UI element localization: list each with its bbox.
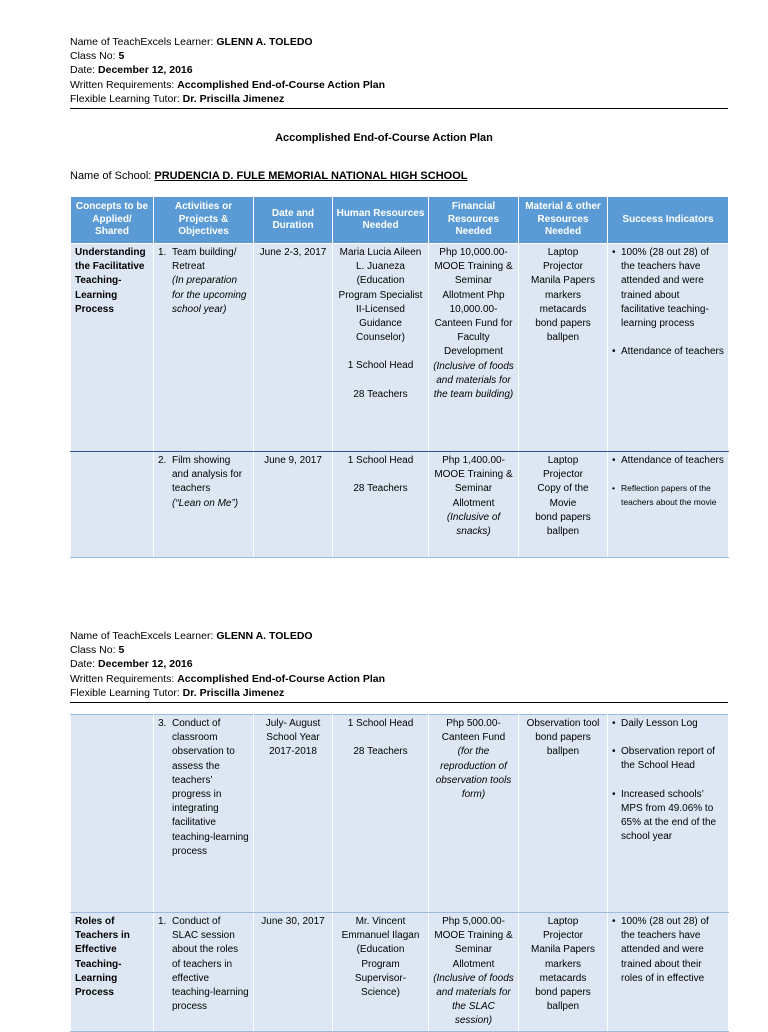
activity-cell <box>154 913 254 1032</box>
material-item: ballpen <box>546 746 580 758</box>
human-resource-item: 28 Teachers <box>353 746 408 758</box>
material-item: markers <box>544 289 582 301</box>
date-cell: June 9, 2017 <box>254 452 333 558</box>
class-label: Class No: <box>70 50 119 63</box>
financial-text: Php 1,400.00-MOOE Training & Seminar Allotment <box>434 455 513 509</box>
concept-cell <box>71 715 154 913</box>
material-item: ballpen <box>546 1001 580 1013</box>
material-item: bond papers <box>535 732 591 744</box>
financial-text: Php 500.00-Canteen Fund <box>441 718 506 744</box>
tutor-label: Flexible Learning Tutor: <box>70 92 183 105</box>
date-label: Date: <box>70 64 99 77</box>
indicators-cell <box>608 913 729 1032</box>
material-item: bond papers <box>535 987 591 999</box>
date-label: Date: <box>70 658 99 671</box>
document-title: Accomplished End-of-Course Action Plan <box>275 132 493 144</box>
material-item: ballpen <box>546 332 580 344</box>
activity-text: Team building/ Retreat <box>172 247 237 273</box>
school-line <box>70 170 467 182</box>
activity-cell <box>154 452 254 558</box>
material-item: Projector <box>542 261 583 273</box>
indicators-cell <box>608 715 729 913</box>
learner-header-1 <box>70 35 385 106</box>
human-resource-item: 1 School Head <box>347 718 414 729</box>
class-value: 5 <box>118 50 125 63</box>
financial-resources-cell <box>429 715 519 913</box>
learner-value: GLENN A. TOLEDO <box>216 630 313 642</box>
human-resource-item: 1 School Head <box>347 455 414 466</box>
materials-cell <box>519 244 608 452</box>
material-item: Manila Papers <box>531 275 595 287</box>
school-name: PRUDENCIA D. FULE MEMORIAL NATIONAL HIGH SCHOOL <box>154 170 468 182</box>
learner-line <box>70 629 385 643</box>
column-header-material-resources: Material & other Resources Needed <box>519 197 608 244</box>
requirements-line <box>70 672 385 686</box>
material-item: Laptop <box>547 247 579 258</box>
activity-text: Conduct of SLAC session about the roles of teachers in effective teaching-learning process <box>172 916 249 1013</box>
material-item: markers <box>544 958 582 970</box>
activity-number: 3. <box>158 718 167 729</box>
tutor-line <box>70 92 385 106</box>
material-item: bond papers <box>535 318 591 330</box>
indicator-item: • Attendance of teachers <box>612 345 724 359</box>
concept-cell: Understanding the Facilitative Teaching-Learning Process <box>71 244 154 452</box>
material-item: Observation tool <box>526 718 600 729</box>
human-resource-item: Mr. Vincent Emmanuel Ilagan (Education Program Supervisor-Science) <box>341 916 420 999</box>
activity-cell <box>154 244 254 452</box>
financial-note: (Inclusive of foods and materials for the team building) <box>433 360 514 401</box>
human-resources-cell <box>333 913 429 1032</box>
material-item: bond papers <box>535 511 591 523</box>
financial-note: (for the reproduction of observation tools form) <box>435 746 512 801</box>
materials-cell <box>519 913 608 1032</box>
table-header-row <box>71 197 729 244</box>
concept-cell: Roles of Teachers in Effective Teaching-Learning Process <box>71 913 154 1032</box>
indicator-item: • 100% (28 out 28) of the teachers have attended and were trained about facilitative teaching-learning process <box>612 246 724 331</box>
financial-resources-cell <box>429 244 519 452</box>
date-line <box>70 657 385 671</box>
human-resource-item: 28 Teachers <box>353 388 408 400</box>
column-header-financial-resources: Financial Resources Needed <box>429 197 519 244</box>
class-line <box>70 49 385 63</box>
table-row <box>71 452 729 558</box>
activity-note: (In preparation for the upcoming school year) <box>172 275 247 315</box>
financial-note: (Inclusive of snacks) <box>446 511 501 538</box>
learner-label: Name of TeachExcels Learner: <box>70 36 217 48</box>
financial-resources-cell <box>429 913 519 1032</box>
material-item: ballpen <box>546 526 580 538</box>
material-item: Projector <box>542 930 583 942</box>
human-resource-item: Maria Lucia Aileen L. Juaneza (Education Program Specialist II-Licensed Guidance Counselor) <box>338 247 423 344</box>
indicator-item: • Increased schools’ MPS from 49.06% to 65% at the end of the school year <box>612 788 724 845</box>
table-row <box>71 715 729 913</box>
human-resource-item: 28 Teachers <box>353 483 408 495</box>
date-cell: June 30, 2017 <box>254 913 333 1032</box>
table-row <box>71 244 729 452</box>
column-header-human-resources: Human Resources Needed <box>333 197 429 244</box>
activity-text: Film showing and analysis for teachers <box>172 455 243 495</box>
financial-note: (Inclusive of foods and materials for the SLAC session) <box>433 972 514 1027</box>
human-resources-cell <box>333 715 429 913</box>
tutor-line <box>70 686 385 700</box>
activity-text: Conduct of classroom observation to assess the teachers’ progress in integrating facilitative teaching-learning process <box>172 718 249 857</box>
tutor-value: Dr. Priscilla Jimenez <box>182 92 285 105</box>
requirements-value: Accomplished End-of-Course Action Plan <box>177 672 386 685</box>
class-line <box>70 643 385 657</box>
human-resources-cell <box>333 244 429 452</box>
financial-text: Php 10,000.00-MOOE Training & Seminar Allotment Php 10,000.00-Canteen Fund for Faculty Development <box>434 247 513 358</box>
materials-cell <box>519 715 608 913</box>
date-cell: June 2-3, 2017 <box>254 244 333 452</box>
action-plan-table-1 <box>70 196 729 558</box>
tutor-value: Dr. Priscilla Jimenez <box>182 686 285 699</box>
column-header-concepts: Concepts to be Applied/ Shared <box>71 197 154 244</box>
activity-cell <box>154 715 254 913</box>
column-header-success-indicators: Success Indicators <box>608 197 729 244</box>
class-label: Class No: <box>70 644 119 657</box>
activity-number: 2. <box>158 455 167 466</box>
requirements-line <box>70 78 385 92</box>
indicators-cell <box>608 244 729 452</box>
column-header-activities: Activities or Projects & Objectives <box>154 197 254 244</box>
learner-line <box>70 35 385 49</box>
learner-header-2 <box>70 629 385 700</box>
learner-label: Name of TeachExcels Learner: <box>70 630 217 642</box>
financial-resources-cell <box>429 452 519 558</box>
date-value: December 12, 2016 <box>98 64 193 77</box>
material-item: Projector <box>542 469 583 481</box>
material-item: metacards <box>539 303 587 315</box>
indicator-item: • Reflection papers of the teachers about the movie <box>612 482 724 509</box>
indicator-item: • Observation report of the School Head <box>612 745 724 773</box>
indicator-item: • 100% (28 out 28) of the teachers have attended and were trained about their roles of in effective <box>612 915 724 986</box>
material-item: Laptop <box>547 916 579 927</box>
materials-cell <box>519 452 608 558</box>
indicator-item: • Attendance of teachers <box>612 454 724 468</box>
class-value: 5 <box>118 644 125 657</box>
column-header-date: Date and Duration <box>254 197 333 244</box>
material-item: Copy of the Movie <box>537 483 589 509</box>
school-label: Name of School: <box>70 170 155 182</box>
header-divider-1 <box>70 108 728 109</box>
date-line <box>70 63 385 77</box>
activity-number: 1. <box>158 247 167 258</box>
activity-note: (“Lean on Me”) <box>172 497 239 509</box>
requirements-label: Written Requirements: <box>70 78 178 91</box>
indicators-cell <box>608 452 729 558</box>
tutor-label: Flexible Learning Tutor: <box>70 686 183 699</box>
learner-value: GLENN A. TOLEDO <box>216 36 313 48</box>
material-item: Laptop <box>547 455 579 466</box>
requirements-value: Accomplished End-of-Course Action Plan <box>177 78 386 91</box>
indicator-item: • Daily Lesson Log <box>612 717 724 731</box>
concept-cell <box>71 452 154 558</box>
activity-number: 1. <box>158 916 167 927</box>
date-cell: July- August School Year 2017-2018 <box>254 715 333 913</box>
material-item: metacards <box>539 972 587 984</box>
header-divider-2 <box>70 702 728 703</box>
requirements-label: Written Requirements: <box>70 672 178 685</box>
action-plan-table-2 <box>70 714 729 1032</box>
date-value: December 12, 2016 <box>98 658 193 671</box>
financial-text: Php 5,000.00-MOOE Training & Seminar Allotment <box>434 916 513 970</box>
table-row <box>71 913 729 1032</box>
human-resource-item: 1 School Head <box>347 360 414 372</box>
human-resources-cell <box>333 452 429 558</box>
material-item: Manila Papers <box>531 944 595 956</box>
